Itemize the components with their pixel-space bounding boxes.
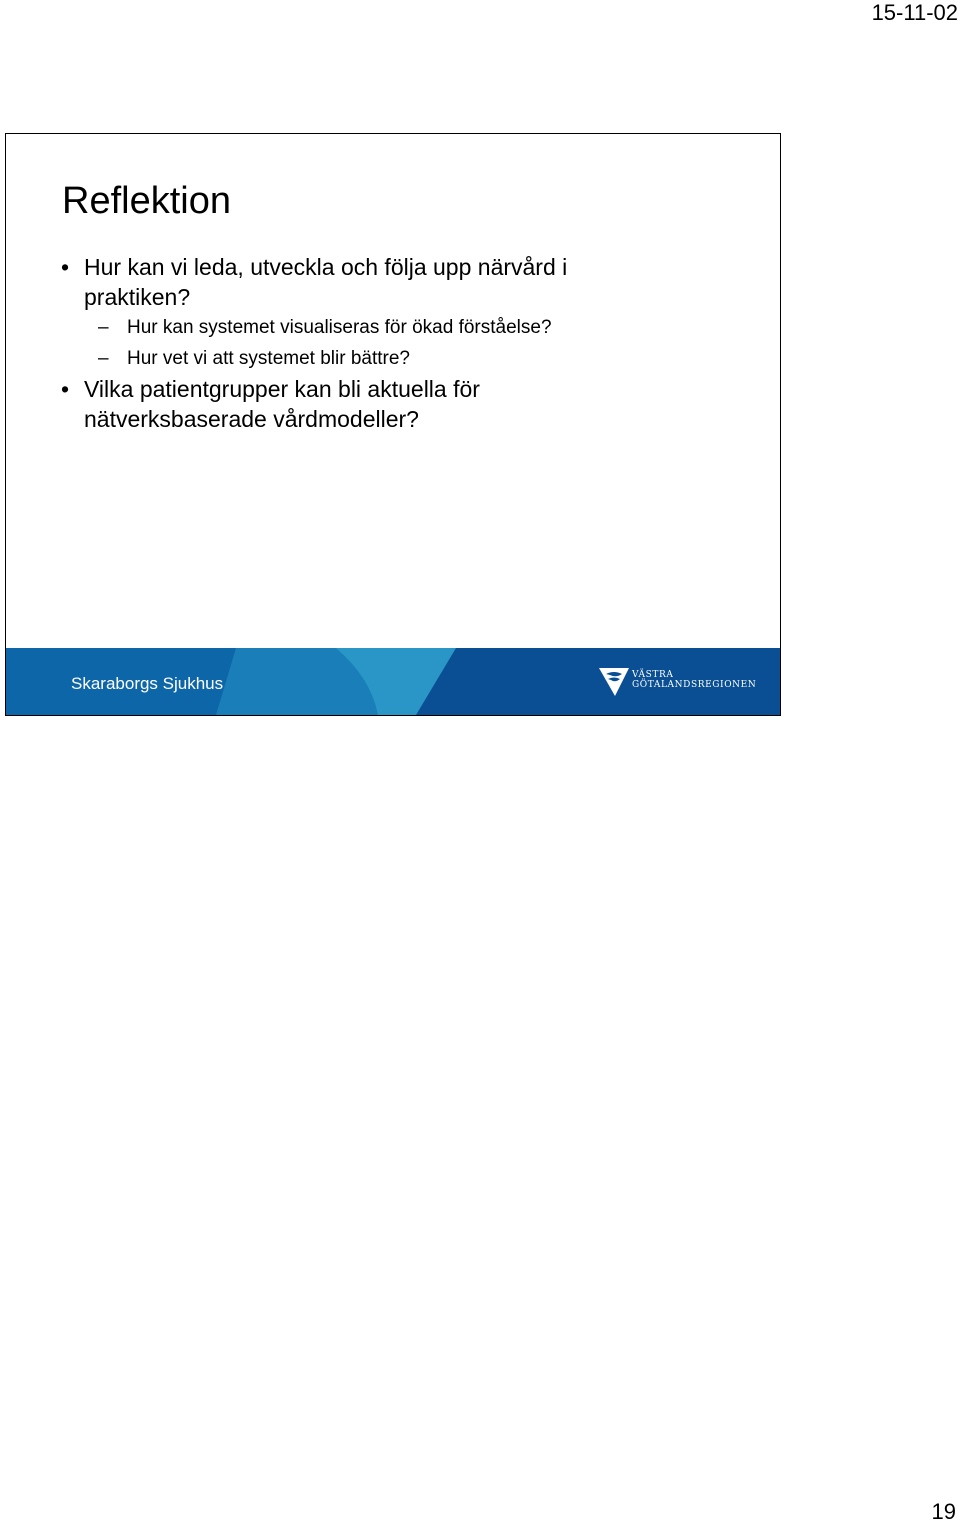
bullet-line: Hur kan vi leda, utveckla och följa upp närvård i bbox=[84, 254, 568, 280]
bullet-item bbox=[6, 374, 780, 434]
slide bbox=[5, 133, 781, 716]
region-logo bbox=[598, 666, 757, 698]
logo-text-line1: VÄSTRA bbox=[632, 670, 674, 680]
sub-bullet-text: Hur kan systemet visualiseras för ökad förståelse? bbox=[127, 317, 552, 338]
sub-bullet-item bbox=[6, 312, 780, 343]
logo-text-line2: GÖTALANDSREGIONEN bbox=[632, 680, 757, 690]
sub-bullet-marker: – bbox=[98, 348, 109, 369]
bullet-line: praktiken? bbox=[84, 284, 191, 310]
bullet-marker: • bbox=[61, 376, 70, 402]
bullet-line: nätverksbaserade vårdmodeller? bbox=[84, 406, 419, 432]
slide-content bbox=[6, 252, 780, 434]
organization-name: Skaraborgs Sjukhus bbox=[71, 674, 224, 693]
region-emblem-icon bbox=[598, 666, 630, 698]
sub-bullet-text: Hur vet vi att systemet blir bättre? bbox=[127, 348, 410, 369]
page-date: 15-11-02 bbox=[871, 0, 958, 25]
sub-bullet-marker: – bbox=[98, 317, 109, 338]
bullet-line: Vilka patientgrupper kan bli aktuella för bbox=[84, 376, 480, 402]
page-number: 19 bbox=[931, 1499, 956, 1524]
bullet-marker: • bbox=[61, 254, 70, 280]
bullet-item bbox=[6, 252, 780, 312]
slide-footer bbox=[6, 648, 780, 715]
slide-title: Reflektion bbox=[62, 180, 231, 222]
sub-bullet-item bbox=[6, 343, 780, 374]
